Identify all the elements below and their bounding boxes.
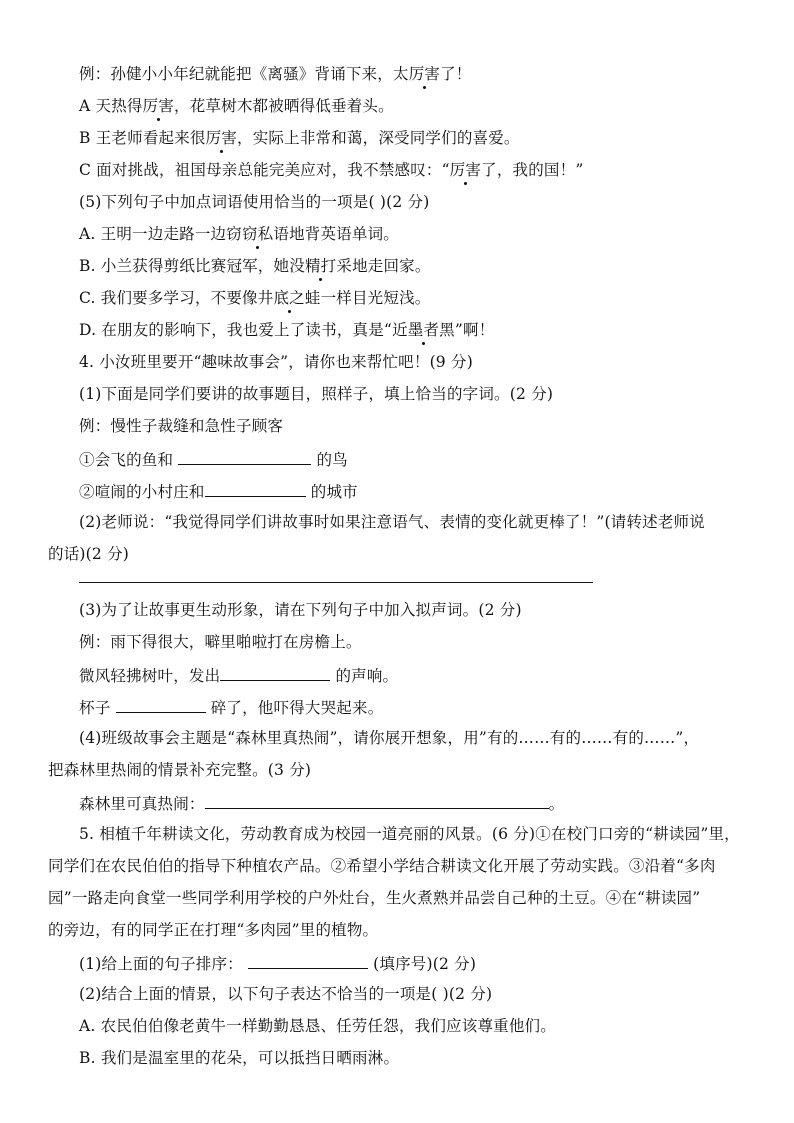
dotted-word: 厉害 [449, 161, 482, 179]
q4-part4-answer: 森林里可真热闹： 。 [79, 792, 564, 814]
dotted-word: 没精打采 [289, 257, 353, 275]
answer-blank[interactable] [205, 792, 549, 809]
question-5-line4: 的旁边，有的同学正在打理“多肉园”里的植物。 [48, 921, 379, 939]
q5-option-d: D. 在朋友的影响下，我也爱上了读书，真是“近墨者黑”啊！ [79, 321, 495, 339]
q4-part3-stem: (3)为了让故事更生动形象，请在下列句子中加入拟声词。(2 分) [79, 601, 522, 619]
q5-option-c: C. 我们要多学习，不要像井底之蛙一样目光短浅。 [79, 289, 431, 307]
q4-part1-example: 例：慢性子裁缝和急性子顾客 [79, 417, 284, 435]
q4-part1-stem: (1)下面是同学们要讲的故事题目，照样子，填上恰当的字词。(2 分) [79, 385, 554, 403]
question-5-line3: 园”一路走向食堂一些同学利用学校的户外灶台，生火煮熟并品尝自己种的土豆。④在“耕读园” [48, 889, 701, 907]
q5-part2-option-a: A. 农民伯伯像老黄牛一样勤勤恳恳、任劳任怨，我们应该尊重他们。 [79, 1017, 556, 1035]
q4-part2-line1: (2)老师说：“我觉得同学们讲故事时如果注意语气、表情的变化就更棒了！”(请转述老师说 [79, 513, 705, 531]
dotted-word: 厉害 [142, 97, 175, 115]
option-b: B 王老师看起来很厉害，实际上非常和蔼，深受同学们的喜爱。 [79, 129, 520, 147]
q4-part3-example: 例：雨下得很大，噼里啪啦打在房檐上。 [79, 633, 362, 651]
q5-part2-stem: (2)结合上面的情景，以下句子表达不恰当的一项是( )(2 分) [79, 985, 493, 1003]
question-4-stem: 4. 小汝班里要开“趣味故事会”，请你也来帮忙吧！(9 分) [79, 353, 473, 371]
dotted-word: 井底之蛙 [257, 289, 321, 307]
q4-part2-line2: 的话)(2 分) [48, 545, 130, 563]
dotted-word: 窃窃私语 [226, 225, 290, 243]
question-5-line2: 同学们在农民伯伯的指导下种植农产品。②希望小学结合耕读文化开展了劳动实践。③沿着“多肉 [48, 857, 716, 875]
option-a: A 天热得厉害，花草树木都被晒得低垂着头。 [79, 97, 394, 115]
question-5-line1: 5. 相植千年耕读文化，劳动教育成为校园一道亮丽的风景。(6 分)①在校门口旁的“耕读园”里， [79, 825, 740, 843]
answer-line[interactable] [79, 582, 593, 583]
q5-option-b: B. 小兰获得剪纸比赛冠军，她没精打采地走回家。 [79, 257, 431, 275]
answer-blank[interactable] [178, 448, 311, 465]
q5-part2-option-b: B. 我们是温室里的花朵，可以抵挡日晒雨淋。 [79, 1049, 400, 1067]
q4-part4-line1: (4)班级故事会主题是“森林里真热闹”，请你展开想象，用”有的……有的……有的……”， [79, 729, 700, 747]
question-5-stem: (5)下列句子中加点词语使用恰当的一项是( )(2 分) [79, 193, 430, 211]
dotted-word: 厉害 [205, 129, 238, 147]
answer-blank[interactable] [205, 480, 306, 497]
answer-blank[interactable] [116, 696, 206, 713]
q4-part1-item1: ①会飞的鱼和 的鸟 [79, 448, 348, 470]
q4-part1-item2: ②喧闹的小村庄和 的城市 [79, 480, 358, 502]
example-sentence: 例：孙健小小年纪就能把《离骚》背诵下来，太厉害了！ [79, 65, 472, 83]
q4-part4-line2: 把森林里热闹的情景补充完整。(3 分) [48, 761, 312, 779]
option-c: C 面对挑战，祖国母亲总能完美应对，我不禁感叹：“厉害了，我的国！” [79, 161, 584, 179]
answer-blank[interactable] [220, 664, 330, 681]
dotted-word: 厉害 [408, 65, 441, 83]
q4-part3-item2: 杯子 碎了，他吓得大哭起来。 [79, 696, 383, 718]
dotted-word: 近墨者黑 [392, 321, 455, 339]
q4-part3-item1: 微风轻拂树叶，发出 的声响。 [79, 664, 398, 686]
q5-option-a: A. 王明一边走路一边窃窃私语地背英语单词。 [79, 225, 399, 243]
answer-blank[interactable] [248, 952, 368, 969]
q5-part1: (1)给上面的句子排序： (填序号)(2 分) [79, 952, 476, 974]
